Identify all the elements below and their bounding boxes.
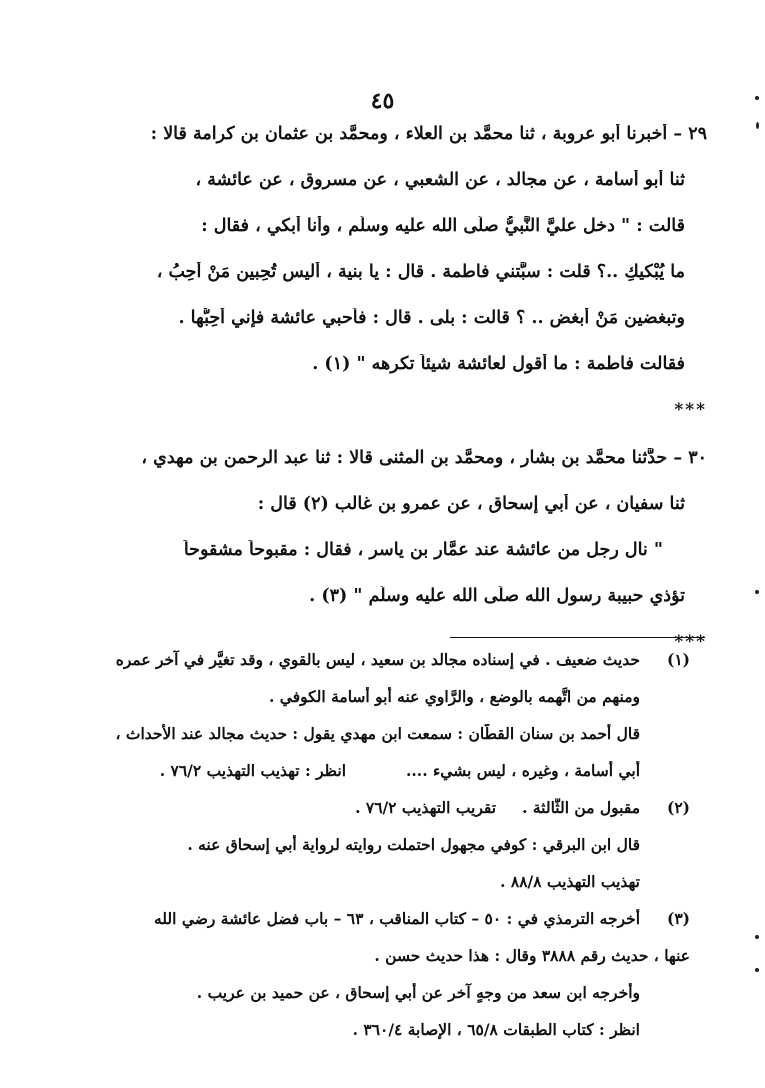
footnote-divider bbox=[450, 637, 705, 638]
footnote-line: قال ابن البرقي : كوفي مجهول احتملت روايته لرواية أبي إسحاق عنه . bbox=[187, 835, 640, 854]
footnote-line: انظر : كتاب الطبقات ٦٥/٨ ، الإصابة ٣٦٠/٤ . bbox=[352, 1020, 640, 1039]
footnote-3 bbox=[100, 909, 690, 1040]
text-line: فقالت فاطمة : ما أقول لعائشة شيئاً تكرهه " (١) . bbox=[312, 354, 685, 374]
section-separator: *** bbox=[674, 632, 707, 652]
footnote-2 bbox=[100, 798, 690, 892]
footnote-reference: تقريب التهذيب ٧٦/٢ . bbox=[355, 798, 497, 817]
footnote-line: وأخرجه ابن سعد من وجهٍ آخر عن أبي إسحاق ، عن حميد بن عريب . bbox=[196, 983, 640, 1002]
footnote-line: أخرجه الترمذي في : ٥٠ – كتاب المناقب ، ٦٣ – باب فضل عائشة رضي الله bbox=[153, 909, 640, 928]
text-line: تؤذي حبيبة رسول الله صلَّى الله عليه وسلَّم " (٣) . bbox=[309, 586, 685, 606]
footnote-line: عنها ، حديث رقم ٣٨٨٨ وقال : هذا حديث حسن . bbox=[374, 946, 690, 965]
main-text bbox=[95, 124, 707, 652]
text-line: وتبغضين مَنْ أبغض .. ؟ قالت : بلى . قال : فأحبي عائشة فإني أُحِبُّها . bbox=[178, 308, 685, 328]
scan-mark bbox=[755, 968, 759, 972]
hadith-29 bbox=[95, 124, 707, 374]
footnote-line: حديث ضعيف . في إسناده مجالد بن سعيد ، ليس بالقوي ، وقد تغيَّر في آخر عمره bbox=[115, 650, 640, 669]
scan-mark bbox=[755, 935, 759, 939]
footnote-line: تهذيب التهذيب ٨٨/٨ . bbox=[500, 872, 640, 891]
text-line: ثنا سفيان ، عن أبي إسحاق ، عن عمرو بن غالب (٢) قال : bbox=[257, 494, 685, 514]
text-line: قالت : " دخل عليَّ النَّبيُّ صلَّى الله عليه وسلَّم ، وأنا أبكي ، فقال : bbox=[201, 216, 685, 236]
footnote-1 bbox=[100, 650, 690, 781]
scan-mark bbox=[756, 122, 759, 129]
scan-mark bbox=[755, 96, 759, 100]
footnote-text: مقبول من الثَّالثة . bbox=[522, 798, 640, 817]
hadith-30 bbox=[95, 448, 707, 606]
page-number: ٤٥ bbox=[370, 88, 395, 114]
footnote-line bbox=[100, 761, 640, 781]
footnotes bbox=[100, 650, 690, 1040]
text-line: " نال رجل من عائشة عند عمَّار بن ياسر ، فقال : مقبوحاً مشقوحاً bbox=[183, 540, 663, 560]
text-line: ٢٩ – أخبرنا أبو عروبة ، ثنا محمَّد بن العلاء ، ومحمَّد بن عثمان بن كرامة قالا : bbox=[150, 124, 707, 144]
footnote-number: (١) bbox=[666, 650, 690, 669]
footnote-text: أبي أسامة ، وغيره ، ليس بشيء .... bbox=[406, 761, 640, 780]
footnote-number: (٣) bbox=[666, 909, 690, 928]
text-line: ثنا أبو أسامة ، عن مجالد ، عن الشعبي ، عن مسروق ، عن عائشة ، bbox=[195, 170, 685, 190]
text-line: ٣٠ – حدَّثنا محمَّد بن بشار ، ومحمَّد بن المثنى قالا : ثنا عبد الرحمن بن مهدي ، bbox=[141, 448, 707, 468]
footnote-line bbox=[100, 798, 640, 818]
scan-mark bbox=[755, 590, 759, 594]
footnote-reference: انظر : تهذيب التهذيب ٧٦/٢ . bbox=[159, 761, 347, 780]
text-line: ما يُبْكيكِ ..؟ قلت : سبَّتني فاطمة . قال : يا بنية ، أليس تُحِبين مَنْ أُحِبُ ، bbox=[156, 262, 685, 282]
section-separator: *** bbox=[674, 400, 707, 420]
footnote-number: (٢) bbox=[666, 798, 690, 817]
footnote-line: قال أحمد بن سنان القطَّان : سمعت ابن مهدي يقول : حديث مجالد عند الأحداث ، bbox=[115, 724, 640, 743]
footnote-line: ومنهم من اتَّهمه بالوضع ، والرَّاوي عنه أبو أسامة الكوفي . bbox=[268, 687, 640, 706]
